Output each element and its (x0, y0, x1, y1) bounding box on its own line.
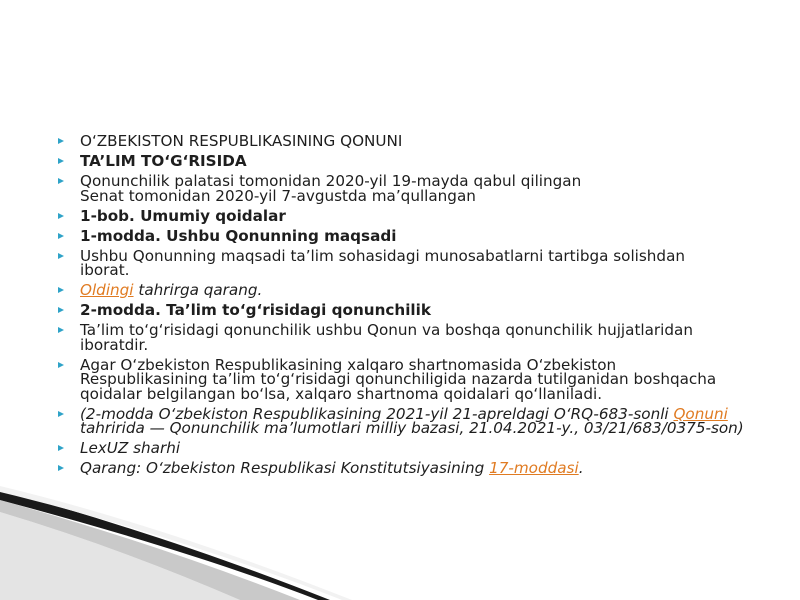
triangle-bullet-icon (58, 253, 64, 259)
triangle-bullet-icon (58, 327, 64, 333)
list-item (58, 323, 748, 352)
lexuz-comment: LexUZ sharhi (80, 439, 181, 457)
triangle-bullet-icon (58, 138, 64, 144)
treaty-text-line-1: Agar O‘zbekiston Respublikasining xalqaro shartnomasida O‘zbekiston (80, 355, 617, 374)
article-1-text-line-1: Ushbu Qonunning maqsadi ta’lim sohasidagi munosabatlarni tartibga solishdan (80, 246, 686, 265)
triangle-bullet-icon (58, 411, 64, 417)
previous-edition-text: tahrirga qarang. (133, 281, 263, 299)
article-2-text-line-1: Ta’lim to‘g‘risidagi qonunchilik ushbu Qonun va boshqa qonunchilik hujjatlaridan (80, 321, 693, 339)
triangle-bullet-icon (58, 445, 64, 451)
chapter-heading: 1-bob. Umumiy qoidalar (80, 206, 286, 225)
adoption-line-1: Qonunchilik palatasi tomonidan 2020-yil 19-mayda qabul qilingan (80, 172, 582, 190)
law-header: O‘ZBEKISTON RESPUBLIKASINING QONUNI (80, 132, 403, 150)
triangle-bullet-icon (58, 158, 64, 164)
treaty-text-line-2: Respublikasining ta’lim to‘g‘risidagi qonunchiligida nazarda tutilganidan boshqacha (80, 370, 717, 388)
article-1-text-line-2: iborat. (80, 261, 130, 279)
triangle-bullet-icon (58, 465, 64, 471)
triangle-bullet-icon (58, 287, 64, 293)
list-item (58, 441, 748, 456)
list-item (58, 404, 748, 437)
list-item (58, 174, 748, 203)
bullet-list (58, 134, 748, 481)
law-title: TA’LIM TO‘G‘RISIDA (80, 152, 247, 170)
amendment-law-link[interactable]: Qonuni (673, 404, 728, 423)
treaty-text-line-3: qoidalar belgilangan bo‘lsa, xalqaro shartnoma qoidalari qo‘llaniladi. (80, 384, 603, 403)
triangle-bullet-icon (58, 233, 64, 239)
list-item (58, 206, 748, 225)
list-item (58, 154, 748, 169)
amendment-note-line-2: tahririda — Qonunchilik ma’lumotlari milliy bazasi, 21.04.2021-y., 03/21/683/0375-son) (80, 419, 744, 437)
list-item (58, 303, 748, 318)
adoption-line-2: Senat tomonidan 2020-yil 7-avgustda ma’qullangan (80, 186, 476, 205)
triangle-bullet-icon (58, 307, 64, 313)
triangle-bullet-icon (58, 178, 64, 184)
article-1-heading: 1-modda. Ushbu Qonunning maqsadi (80, 226, 397, 245)
constitution-ref-end: . (578, 459, 584, 477)
previous-edition-link[interactable]: Oldingi (80, 281, 134, 299)
list-item (58, 283, 748, 298)
list-item (58, 226, 748, 245)
article-2-text-line-2: iboratdir. (80, 335, 149, 354)
constitution-ref-text: Qarang: O‘zbekiston Respublikasi Konstitutsiyasining (80, 459, 490, 477)
triangle-bullet-icon (58, 362, 64, 368)
constitution-article-link[interactable]: 17-moddasi (489, 459, 579, 477)
list-item (58, 246, 748, 279)
article-2-heading: 2-modda. Ta’lim to‘g‘risidagi qonunchilik (80, 301, 431, 319)
list-item (58, 134, 748, 149)
triangle-bullet-icon (58, 213, 64, 219)
list-item (58, 355, 748, 403)
amendment-note-text: (2-modda O‘zbekiston Respublikasining 2021-yil 21-apreldagi O‘RQ-683-sonli (80, 404, 674, 423)
list-item (58, 461, 748, 476)
